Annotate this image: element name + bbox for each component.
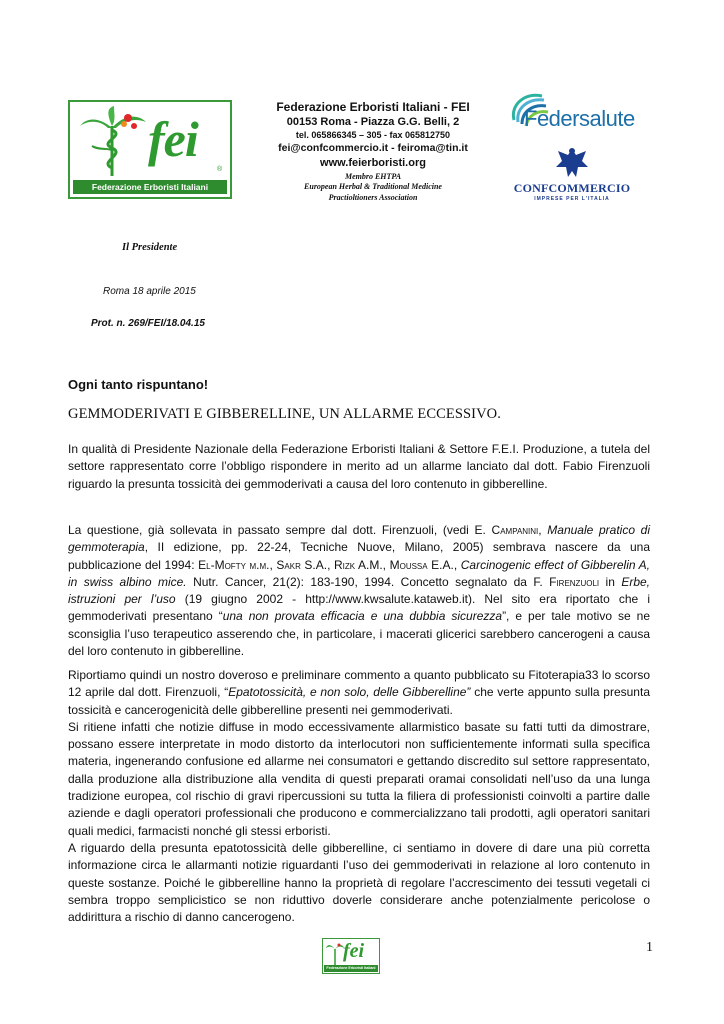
paragraph-2 (68, 522, 650, 660)
footer-fei-band: Federazione Erboristi Italiani (324, 965, 378, 972)
p3-text: Riportiamo quindi un nostro doveroso e preliminare commento a quanto pubblicato su Fitoterapia33 lo scorso 12 aprile dal dott. Firenzuoli, “ (68, 668, 650, 700)
p2-text: in (599, 574, 622, 589)
p2-text: , (269, 557, 277, 572)
confcommercio-tagline: IMPRESE PER L'ITALIA (534, 196, 610, 202)
protocol-number: Prot. n. 269/FEI/18.04.15 (91, 318, 205, 329)
p2-text: (19 giugno 2002 - http://www.kwsalute.kataweb.it). Nel sito era riportato che i gemmoderivati presentano “ (68, 592, 650, 624)
p2-text: Nutr. Cancer, 21(2): 183-190, 1994. Concetto segnalato da F. (186, 574, 550, 589)
author-rizk: Rizk (333, 557, 356, 572)
confcommercio-logo (510, 145, 634, 205)
p2-text: S.A., (300, 557, 334, 572)
org-membership: Membro EHTPA (344, 172, 402, 181)
paragraph-3 (68, 667, 650, 926)
paragraph-1-text: In qualità di Presidente Nazionale della Federazione Erboristi Italiani & Settore F.E.I. Produzione, a tutela del settore rappresentato corre l’obbligo rispondere in merito ad un allarme lanciato dal dott. Fabio Firenzuoli riguardo la presunta tossicità dei gemmoderivati a causa del loro contenuto in gibberelline. (68, 442, 650, 491)
book-title: Manuale pratico di gemmoterapia (68, 523, 650, 555)
signatory-role: Il Presidente (122, 242, 178, 253)
quote: una non provata efficacia e una dubbia sicurezza (222, 609, 503, 624)
p2-text: ”, e per tale motivo se ne sconsiglia l’uso terapeutico asserendo che, in particolare, i macerati glicerici sarebbero cancerogeni a causa del loro contenuto in gibberelline. (68, 609, 650, 659)
p2-text: , II edizione, pp. 22-24, Tecniche Nuove, Milano, 2005) sembrava nascere da una pubblicazione del 1994: (68, 540, 650, 572)
org-phone: tel. 065866345 – 305 - fax 065812750 (295, 130, 451, 140)
p3-text: che verte appunto sulla presunta tossicità e cancerogenicità delle gibberelline presenti nei gemmoderivati. (68, 685, 650, 717)
footer-fei-wordmark: fei (343, 940, 365, 962)
eagle-emblem-icon (554, 145, 590, 181)
registered-mark: ® (217, 166, 223, 173)
author-firenzuoli: Firenzuoli (549, 574, 600, 589)
p2-text: A.M., (355, 557, 390, 572)
author-sakr: Sakr (276, 557, 301, 572)
article-title: Epatotossicità, e non solo, delle Gibberelline” (228, 685, 471, 700)
letter-date: Roma 18 aprile 2015 (103, 286, 196, 297)
org-name: Federazione Erboristi Italiani - FEI (276, 100, 470, 114)
org-address: 00153 Roma - Piazza G.G. Belli, 2 (286, 116, 460, 128)
footer-plant-icon (326, 941, 344, 965)
federsalute-logo (508, 90, 636, 135)
org-association-line2: Practioltioners Association (328, 193, 418, 202)
fei-logo-band: Federazione Erboristi Italiani (73, 180, 227, 194)
org-email: fei@confcommercio.it - feiroma@tin.it (278, 142, 468, 154)
letter-subtitle: Ogni tanto rispuntano! (68, 377, 209, 392)
article-title: Carcinogenic effect of Gibberelin A, in swiss albino mice. (68, 557, 650, 589)
federsalute-wordmark: Federsalute (524, 106, 635, 131)
p2-text: , (538, 523, 548, 537)
letter-title: GEMMODERIVATI E GIBBERELLINE, UN ALLARME ECCESSIVO. (68, 406, 501, 422)
org-association-line1: European Herbal & Traditional Medicine (304, 182, 442, 191)
footer-fei-logo (322, 938, 380, 974)
p2-text: E.A., (427, 557, 461, 572)
author-campanini: Campanini (491, 523, 539, 537)
paragraph-1 (68, 441, 650, 493)
org-website: www.feierboristi.org (320, 157, 426, 169)
author-moussa: Moussa (389, 557, 428, 572)
web-article-title: Erbe, istruzioni per l’uso (68, 574, 651, 607)
paragraph-4-text: Si ritiene infatti che notizie diffuse in modo eccessivamente allarmistico basate su fatti tutti da dimostrare, possano essere interpretate in modo distorto da interlocutori non sufficientemente informati sulla specifica materia, ingenerando confusione ed allarme nei consumatori e gettando discredito sul settore rappresentato, dalla produzione alla distribuzione alla vendita di questi preparati oramai consolidati nell’uso da una lunga tradizione europea, col rischio di gravi ripercussioni su tutta la filiera di professionisti coinvolti a partire dalle aziende e dagli operatori professionali che producono e commercializzano tali prodotti, agli operatori sanitari quali medici, farmacisti nonché gli stessi erboristi. (68, 719, 650, 838)
p2-text: La questione, già sollevata in passato sempre dal dott. Firenzuoli, (vedi E. (68, 523, 492, 537)
fei-wordmark: fei (148, 111, 198, 167)
caduceus-plant-icon (78, 106, 148, 178)
paragraph-5-text: A riguardo della presunta epatotossicità delle gibberelline, ci sentiamo in dovere di dare una più corretta informazione circa le allarmanti notizie riguardanti l’uso dei gemmoderivati in relazione al loro contenuto in queste sostanze. Poiché le gibberelline hanno la proprietà di regolare l’accrescimento dei tessuti vegetali ci sembra troppo semplicistico se non riduttivo doverle considerare anche potenzialmente pericolose o addirittura a rischio di danno cancerogeno. (68, 840, 650, 925)
confcommercio-wordmark: CONFCOMMERCIO (513, 181, 631, 195)
fei-logo (68, 100, 232, 199)
page-number: 1 (646, 940, 653, 955)
author-el-mofty: El-Mofty m.m. (198, 557, 270, 572)
